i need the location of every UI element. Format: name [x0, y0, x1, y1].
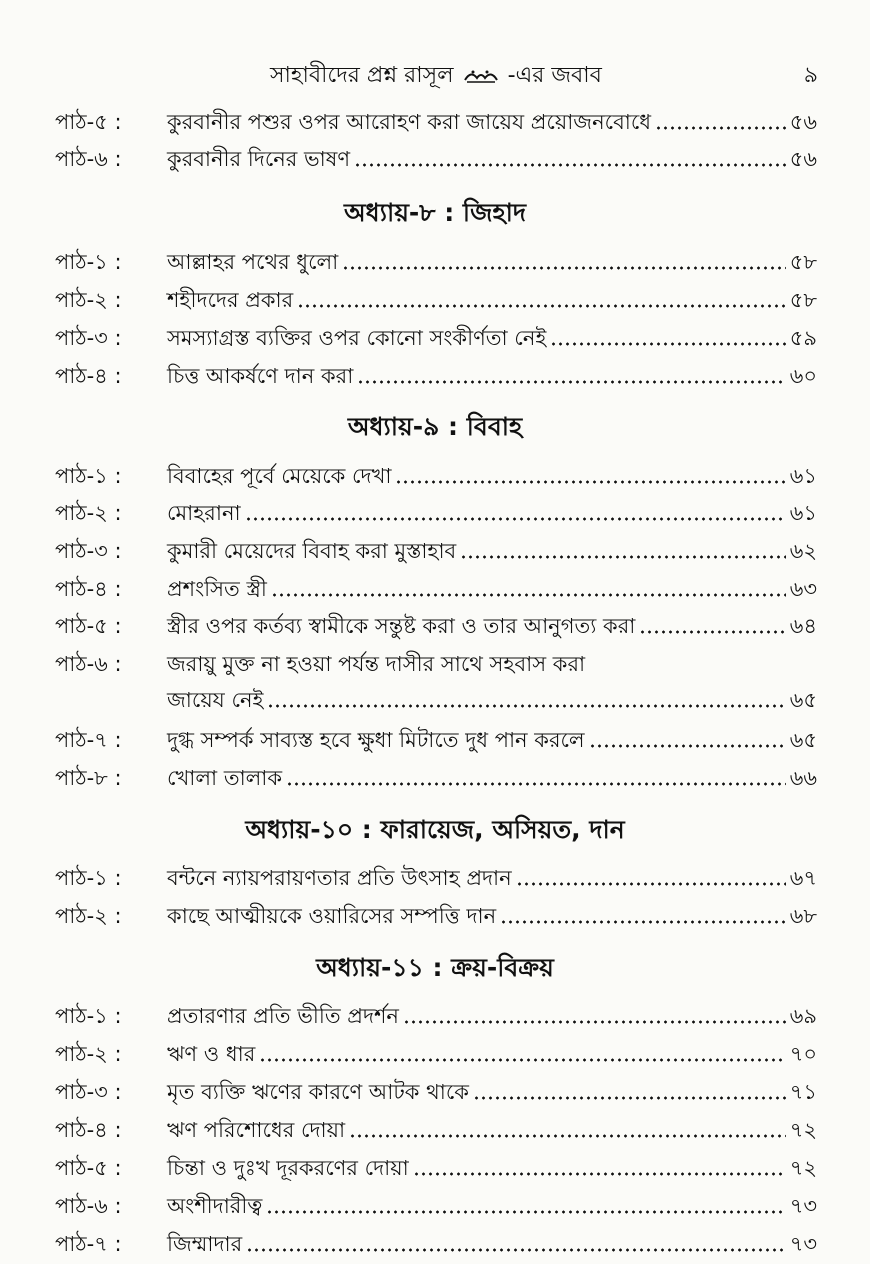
entry-page: ৬৪ [789, 614, 817, 638]
chapter-heading: অধ্যায়-৯ : বিবাহ [347, 412, 523, 441]
toc-entry [55, 997, 817, 1031]
toc-entry [55, 494, 817, 528]
entry-page: ৭১ [789, 1080, 817, 1104]
entry-label: পাঠ-৮ : [55, 766, 122, 790]
entry-label: পাঠ-২ : [55, 904, 122, 928]
toc-entry [55, 897, 817, 931]
toc-entry [55, 357, 817, 391]
entry-label: পাঠ-১ : [55, 250, 122, 274]
entry-page: ৫৯ [789, 326, 817, 350]
entry-title: জরায়ু মুক্ত না হওয়া পর্যন্ত দাসীর সাথে সহবাস করা [167, 652, 586, 676]
entry-page: ৭৩ [789, 1232, 817, 1256]
entry-title: চিন্তা ও দুঃখ দূরকরণের দোয়া [167, 1156, 409, 1180]
entry-page: ৬০ [789, 364, 817, 388]
dot-leader [589, 744, 786, 748]
entry-page: ৬৯ [789, 1004, 817, 1028]
entry-page: ৬২ [789, 539, 817, 563]
toc-entry [55, 645, 817, 679]
entry-label: পাঠ-২ : [55, 1042, 122, 1066]
entry-title: দুগ্ধ সম্পর্ক সাব্যস্ত হবে ক্ষুধা মিটাতে দুধ পান করলে [167, 728, 585, 752]
entry-page: ৬৬ [789, 766, 817, 790]
entry-title: প্রশংসিত স্ত্রী [167, 577, 267, 601]
entry-title: বিবাহের পূর্বে মেয়েকে দেখা [167, 464, 392, 488]
toc-entry [55, 1073, 817, 1107]
entry-label: পাঠ-৭ : [55, 728, 122, 752]
dot-leader [246, 1248, 786, 1252]
entry-page: ৭৩ [789, 1194, 817, 1218]
toc-entry [55, 607, 817, 641]
entry-label: পাঠ-৪ : [55, 577, 122, 601]
entry-page: ৬৫ [789, 688, 817, 712]
dot-leader [500, 920, 786, 924]
entry-title: মৃত ব্যক্তি ঋণের কারণে আটক থাকে [167, 1080, 469, 1104]
entry-title: স্ত্রীর ওপর কর্তব্য স্বামীকে সন্তুষ্ট করা ও তার আনুগত্য করা [167, 614, 636, 638]
entry-label: পাঠ-৬ : [55, 652, 122, 676]
dot-leader [413, 1172, 786, 1176]
toc-entry [55, 1111, 817, 1145]
entry-page: ৭২ [789, 1118, 817, 1142]
dot-leader [267, 704, 785, 708]
entry-label: পাঠ-১ : [55, 464, 122, 488]
dot-leader [354, 163, 786, 167]
entry-page: ৬১ [789, 464, 817, 488]
page-number: ৯ [803, 63, 818, 88]
toc-entry [55, 103, 817, 137]
entry-title-continued: জায়েয নেই [167, 688, 264, 712]
entry-label: পাঠ-৬ : [55, 1194, 122, 1218]
entry-title: বন্টনে ন্যায়পরায়ণতার প্রতি উৎসাহ প্রদান [167, 866, 512, 890]
dot-leader [245, 517, 786, 521]
dot-leader [259, 1058, 785, 1062]
toc-entry [55, 570, 817, 604]
dot-leader [342, 266, 785, 270]
toc-entry [55, 140, 817, 174]
entry-label: পাঠ-৩ : [55, 326, 122, 350]
toc-entry [55, 759, 817, 793]
toc-entry [55, 243, 817, 277]
entry-title: শহীদদের প্রকার [167, 288, 294, 312]
dot-leader [655, 126, 786, 130]
entry-title: কুরবানীর পশুর ওপর আরোহণ করা জায়েয প্রয়োজনবোধে [167, 110, 652, 134]
entry-label: পাঠ-২ : [55, 501, 122, 525]
entry-title: সমস্যাগ্রস্ত ব্যক্তির ওপর কোনো সংকীর্ণতা নেই [167, 326, 547, 350]
entry-title: ঋণ ও ধার [167, 1042, 256, 1066]
entry-page: ৭২ [789, 1156, 817, 1180]
toc-entry [55, 1225, 817, 1259]
dot-leader [271, 593, 786, 597]
entry-page: ৭০ [789, 1042, 817, 1066]
entry-label: পাঠ-১ : [55, 1004, 122, 1028]
toc-entry-continuation [167, 681, 817, 715]
running-header [0, 58, 870, 94]
dot-leader [266, 1210, 785, 1214]
entry-label: পাঠ-৫ : [55, 110, 122, 134]
toc-entry [55, 281, 817, 315]
toc-entry [55, 1187, 817, 1221]
chapter-heading: অধ্যায়-৮ : জিহাদ [344, 198, 526, 227]
dot-leader [297, 304, 786, 308]
entry-label: পাঠ-৩ : [55, 539, 122, 563]
entry-title: মোহরানা [167, 501, 241, 525]
running-title-after: -এর জবাব [507, 63, 602, 88]
dot-leader [473, 1096, 786, 1100]
entry-page: ৬১ [789, 501, 817, 525]
entry-title: কুমারী মেয়েদের বিবাহ করা মুস্তাহাব [167, 539, 457, 563]
entry-label: পাঠ-১ : [55, 866, 122, 890]
dot-leader [395, 480, 785, 484]
dot-leader [460, 555, 785, 559]
dot-leader [639, 630, 785, 634]
dot-leader [516, 882, 786, 886]
entry-label: পাঠ-৭ : [55, 1232, 122, 1256]
entry-label: পাঠ-৩ : [55, 1080, 122, 1104]
entry-page: ৬৮ [789, 904, 817, 928]
entry-title: আল্লাহর পথের ধুলো [167, 250, 339, 274]
entry-title: চিত্ত আকর্ষণে দান করা [167, 364, 354, 388]
toc-entry [55, 457, 817, 491]
entry-page: ৫৮ [789, 288, 817, 312]
entry-title: প্রতারণার প্রতি ভীতি প্রদর্শন [167, 1004, 399, 1028]
toc-entry [55, 532, 817, 566]
dot-leader [403, 1020, 786, 1024]
salutation-glyph-icon [463, 68, 499, 84]
entry-title: কাছে আত্মীয়কে ওয়ারিসের সম্পত্তি দান [167, 904, 497, 928]
entry-page: ৫৬ [789, 110, 817, 134]
toc-entry [55, 1149, 817, 1183]
entry-title: কুরবানীর দিনের ভাষণ [167, 147, 351, 171]
dot-leader [349, 1134, 786, 1138]
entry-page: ৬৭ [789, 866, 817, 890]
chapter-heading: অধ্যায়-১০ : ফারায়েজ, অসিয়ত, দান [245, 815, 625, 844]
dot-leader [286, 782, 786, 786]
entry-page: ৫৮ [789, 250, 817, 274]
dot-leader [357, 380, 785, 384]
entry-label: পাঠ-৬ : [55, 147, 122, 171]
entry-title: জিম্মাদার [167, 1232, 243, 1256]
entry-page: ৫৬ [789, 147, 817, 171]
entry-label: পাঠ-৪ : [55, 1118, 122, 1142]
entry-page: ৬৩ [789, 577, 817, 601]
entry-label: পাঠ-২ : [55, 288, 122, 312]
entry-page: ৬৫ [789, 728, 817, 752]
entry-label: পাঠ-৫ : [55, 614, 122, 638]
toc-entry [55, 1035, 817, 1069]
entry-title: ঋণ পরিশোধের দোয়া [167, 1118, 346, 1142]
dot-leader [550, 342, 785, 346]
entry-label: পাঠ-৪ : [55, 364, 122, 388]
toc-entry [55, 721, 817, 755]
toc-entry [55, 859, 817, 893]
entry-title: অংশীদারীত্ব [167, 1194, 263, 1218]
toc-entry [55, 319, 817, 353]
entry-title: খোলা তালাক [167, 766, 283, 790]
chapter-heading: অধ্যায়-১১ : ক্রয়-বিক্রয় [316, 953, 554, 982]
entry-label: পাঠ-৫ : [55, 1156, 122, 1180]
running-title-before: সাহাবীদের প্রশ্ন রাসূল [270, 63, 454, 88]
running-title [270, 58, 602, 95]
